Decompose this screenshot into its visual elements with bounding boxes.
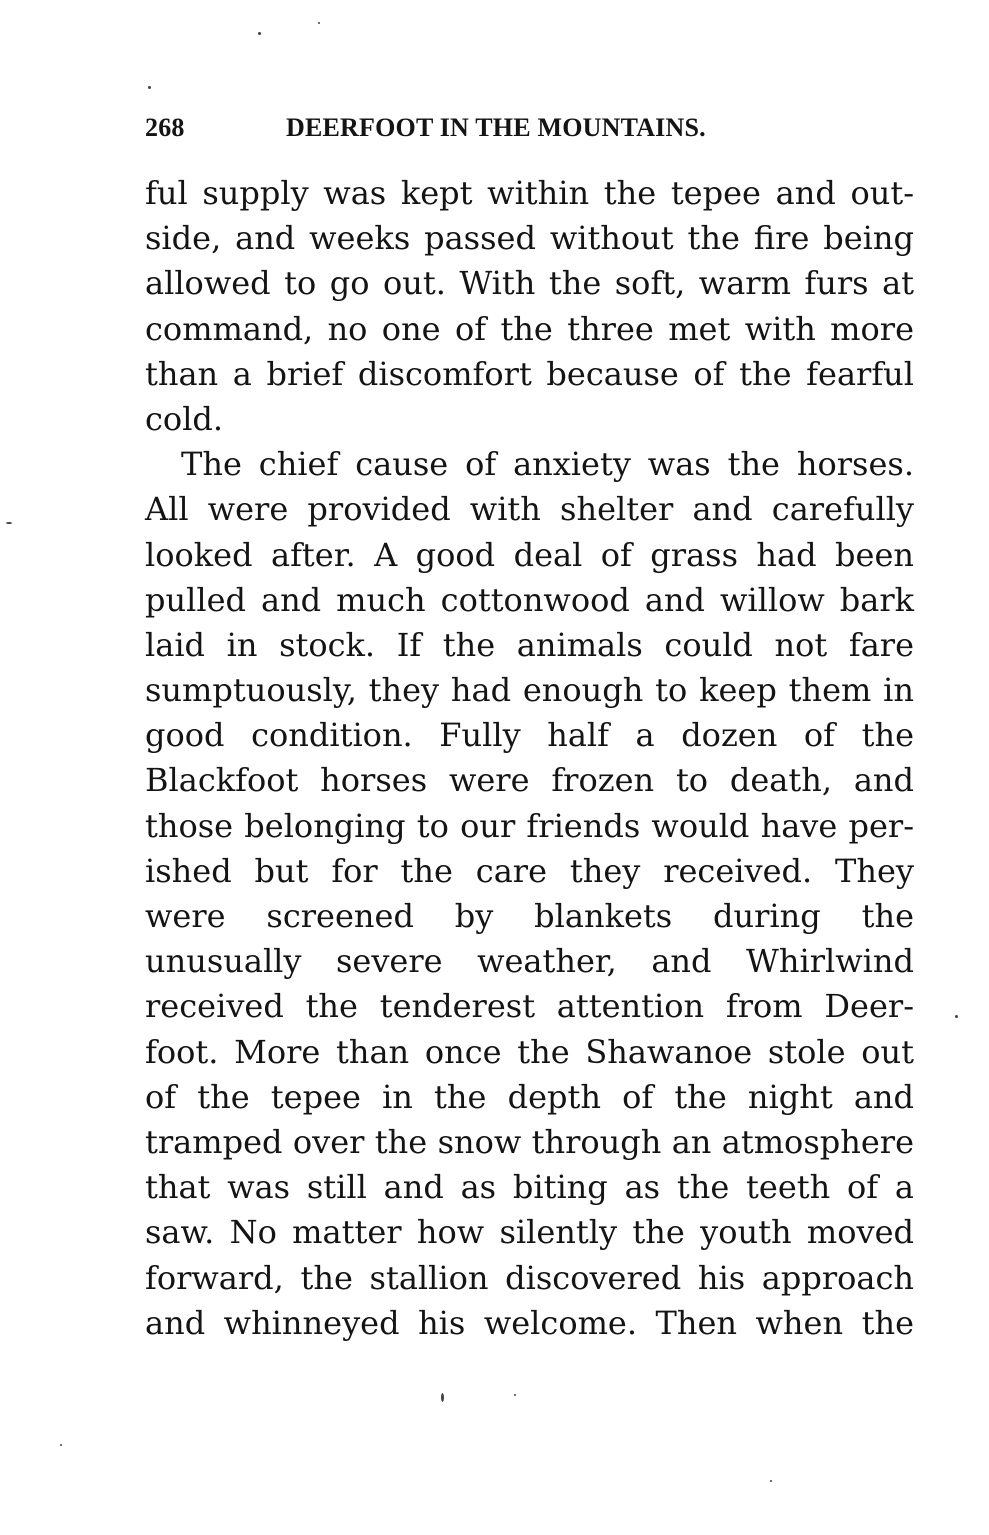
text-line: foot. More than once the Shawanoe stole out xyxy=(145,1032,914,1071)
text-line: forward, the stallion discovered his approach xyxy=(145,1258,914,1297)
body-text xyxy=(145,171,914,1346)
text-line: than a brief discomfort because of the fearful xyxy=(145,354,914,393)
scan-speck xyxy=(441,1393,444,1402)
scan-speck xyxy=(6,522,12,524)
text-line: tramped over the snow through an atmosphere xyxy=(145,1122,914,1161)
page-number: 268 xyxy=(145,113,185,142)
running-head xyxy=(145,110,785,146)
scan-speck xyxy=(148,86,151,89)
scan-speck xyxy=(514,1394,516,1396)
text-line: of the tepee in the depth of the night and xyxy=(145,1077,914,1116)
text-line: saw. No matter how silently the youth moved xyxy=(145,1213,914,1252)
text-line: laid in stock. If the animals could not fare xyxy=(145,625,914,664)
text-line: that was still and as biting as the teeth of a xyxy=(145,1168,914,1207)
text-line: and whinneyed his welcome. Then when the xyxy=(145,1303,914,1342)
text-line: All were provided with shelter and carefully xyxy=(145,490,914,529)
text-line: received the tenderest attention from Deer- xyxy=(145,987,914,1026)
scan-speck xyxy=(258,32,261,35)
text-line: side, and weeks passed without the fire being xyxy=(145,219,914,258)
text-line: good condition. Fully half a dozen of the xyxy=(145,716,914,755)
text-line: were screened by blankets during the xyxy=(145,897,914,935)
text-line: Blackfoot horses were frozen to death, and xyxy=(145,761,914,800)
scan-speck xyxy=(60,1444,62,1446)
text-line: looked after. A good deal of grass had been xyxy=(145,535,914,574)
scan-speck xyxy=(318,22,320,24)
running-title: DEERFOOT IN THE MOUNTAINS. xyxy=(286,113,706,142)
scan-speck xyxy=(770,1480,772,1482)
text-line: sumptuously, they had enough to keep them in xyxy=(145,671,914,710)
text-line: unusually severe weather, and Whirlwind xyxy=(145,942,914,981)
text-line: allowed to go out. With the soft, warm furs at xyxy=(145,264,914,303)
text-line: command, no one of the three met with more xyxy=(145,309,914,348)
text-line: pulled and much cottonwood and willow bark xyxy=(145,580,914,619)
text-line: ished but for the care they received. They xyxy=(145,851,914,890)
text-line: those belonging to our friends would have per- xyxy=(145,806,914,845)
text-line: cold. xyxy=(145,399,224,438)
scan-speck xyxy=(955,1015,958,1018)
paragraph-start-line: The chief cause of anxiety was the horses. xyxy=(181,445,914,484)
text-line: ful supply was kept within the tepee and out- xyxy=(145,174,914,212)
